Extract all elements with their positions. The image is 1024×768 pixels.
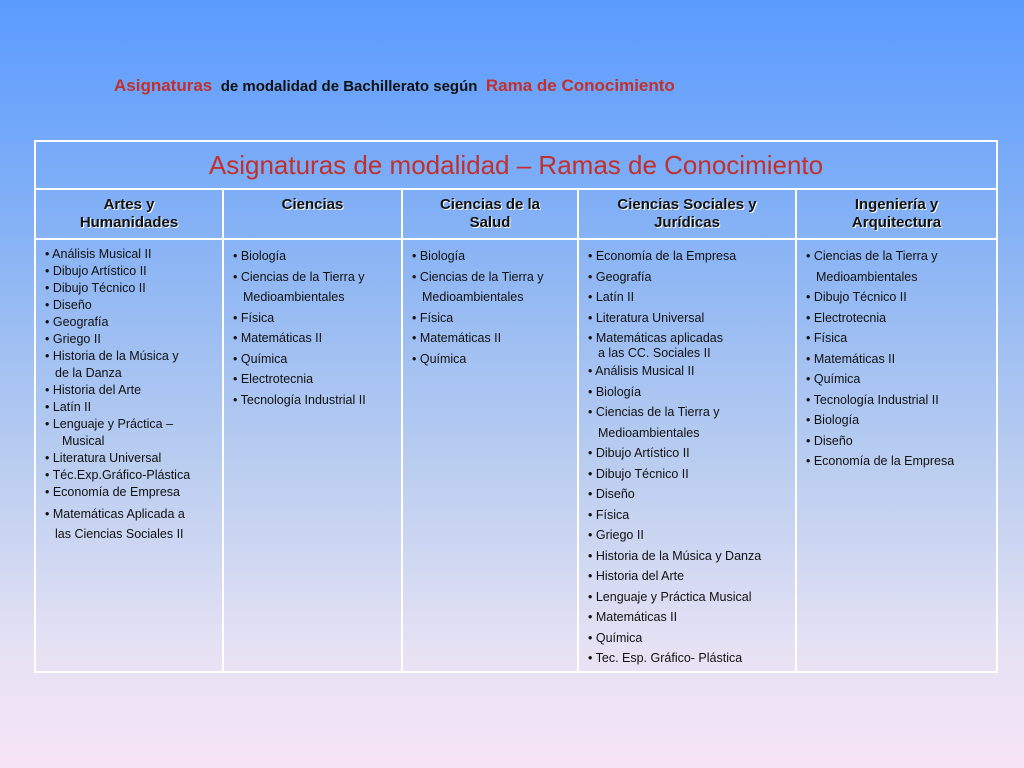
- list-item: • Matemáticas II: [412, 331, 502, 345]
- column-list-ciencias: [233, 246, 399, 410]
- column-list-sociales: [588, 246, 793, 669]
- list-item: • Química: [233, 351, 288, 366]
- subjects-table: [34, 140, 998, 673]
- list-item: las Ciencias Sociales II: [55, 527, 184, 541]
- list-item: • Literatura Universal: [45, 451, 162, 465]
- list-item: • Física: [806, 331, 848, 345]
- list-item: • Química: [412, 351, 467, 366]
- list-item: • Biología: [412, 249, 466, 263]
- column-header-line: Jurídicas: [654, 214, 720, 231]
- list-item: Musical: [62, 434, 105, 448]
- column-header-ciencias-salud: [403, 190, 577, 238]
- list-item: • Matemáticas aplicadas: [588, 331, 723, 345]
- list-item: • Literatura Universal: [588, 310, 705, 325]
- list-item: • Ciencias de la Tierra y: [233, 269, 365, 284]
- list-item: • Economía de la Empresa: [806, 454, 955, 468]
- column-header-line: Ciencias de la: [439, 196, 541, 213]
- list-item: • Lenguaje y Práctica Musical: [588, 589, 752, 604]
- list-item: • Historia de la Música y: [45, 349, 179, 363]
- list-item: Medioambientales: [243, 290, 345, 304]
- list-item: • Ciencias de la Tierra y: [588, 405, 720, 419]
- list-item: • Matemáticas II: [233, 331, 323, 345]
- title-middle: de modalidad de Bachillerato según: [220, 78, 478, 95]
- column-header-line: Salud: [469, 214, 511, 231]
- column-header-sociales: [579, 190, 795, 238]
- list-item: • Química: [588, 630, 643, 645]
- list-item: • Biología: [233, 249, 287, 263]
- list-item: • Análisis Musical II: [588, 364, 695, 378]
- list-item: • Dibujo Técnico II: [588, 466, 689, 481]
- list-item: • Matemáticas Aplicada a: [45, 507, 185, 521]
- column-list-artes: [45, 246, 220, 544]
- list-item: • Historia de la Música y Danza: [588, 548, 762, 563]
- column-header-ciencias: [224, 190, 401, 238]
- list-item: • Tecnología Industrial II: [806, 392, 939, 407]
- list-item: • Matemáticas II: [806, 351, 896, 366]
- list-item: • Historia del Arte: [588, 569, 685, 583]
- list-item: • Economía de Empresa: [45, 485, 180, 499]
- list-item: • Latín II: [588, 290, 635, 304]
- column-header-line: Artes y: [103, 196, 155, 213]
- list-item: • Tec. Esp. Gráfico- Plástica: [588, 651, 743, 665]
- list-item: • Biología: [806, 413, 860, 427]
- list-item: • Historia del Arte: [45, 383, 142, 397]
- header-divider: [36, 238, 996, 240]
- list-item: • Diseño: [806, 433, 853, 448]
- column-header-line: Ciencias Sociales y: [617, 196, 757, 213]
- list-item: • Electrotecnia: [806, 310, 887, 325]
- list-item: • Latín II: [45, 400, 92, 414]
- column-header-line: Ciencias: [281, 196, 344, 213]
- column-header-line: Ingeniería y: [854, 196, 939, 213]
- list-item: • Dibujo Técnico II: [806, 290, 907, 304]
- list-item: • Matemáticas II: [588, 610, 678, 624]
- list-item: • Lenguaje y Práctica –: [45, 417, 174, 431]
- list-item: Medioambientales: [422, 290, 524, 304]
- list-item: Medioambientales: [816, 269, 918, 284]
- list-item: • Electrotecnia: [233, 372, 314, 386]
- table-title: Asignaturas de modalidad – Ramas de Conocimiento: [36, 142, 996, 190]
- slide-title: [114, 76, 675, 96]
- list-item: • Geografía: [588, 269, 652, 284]
- list-item: a las CC. Sociales II: [598, 346, 711, 360]
- column-header-line: Humanidades: [79, 214, 179, 231]
- title-asignaturas: Asignaturas: [114, 76, 213, 95]
- column-divider: [577, 190, 579, 671]
- list-item: • Griego II: [588, 528, 644, 542]
- column-list-ciencias-salud: [412, 246, 575, 369]
- column-header-ingenieria: [797, 190, 996, 238]
- list-item: • Ciencias de la Tierra y: [806, 249, 938, 263]
- list-item: • Ciencias de la Tierra y: [412, 269, 544, 284]
- list-item: de la Danza: [55, 366, 122, 380]
- title-rama: Rama de Conocimiento: [485, 76, 675, 95]
- list-item: • Tecnología Industrial II: [233, 392, 366, 407]
- list-item: • Dibujo Artístico II: [45, 264, 147, 278]
- column-divider: [401, 190, 403, 671]
- list-item: • Dibujo Artístico II: [588, 446, 690, 460]
- list-item: Medioambientales: [598, 425, 700, 440]
- list-item: • Dibujo Técnico II: [45, 281, 146, 295]
- list-item: • Economía de la Empresa: [588, 249, 737, 263]
- list-item: • Física: [588, 507, 630, 522]
- list-item: • Diseño: [45, 298, 92, 312]
- list-item: • Química: [806, 372, 861, 386]
- list-item: • Biología: [588, 384, 642, 399]
- column-header-line: Arquitectura: [851, 214, 942, 231]
- column-divider: [795, 190, 797, 671]
- list-item: • Análisis Musical II: [45, 247, 152, 261]
- column-divider: [222, 190, 224, 671]
- list-item: • Diseño: [588, 487, 635, 501]
- column-list-ingenieria: [806, 246, 994, 472]
- list-item: • Téc.Exp.Gráfico-Plástica: [45, 468, 191, 482]
- list-item: • Griego II: [45, 332, 101, 346]
- column-header-artes: [36, 190, 222, 238]
- list-item: • Física: [412, 310, 454, 325]
- list-item: • Física: [233, 310, 275, 325]
- list-item: • Geografía: [45, 315, 109, 329]
